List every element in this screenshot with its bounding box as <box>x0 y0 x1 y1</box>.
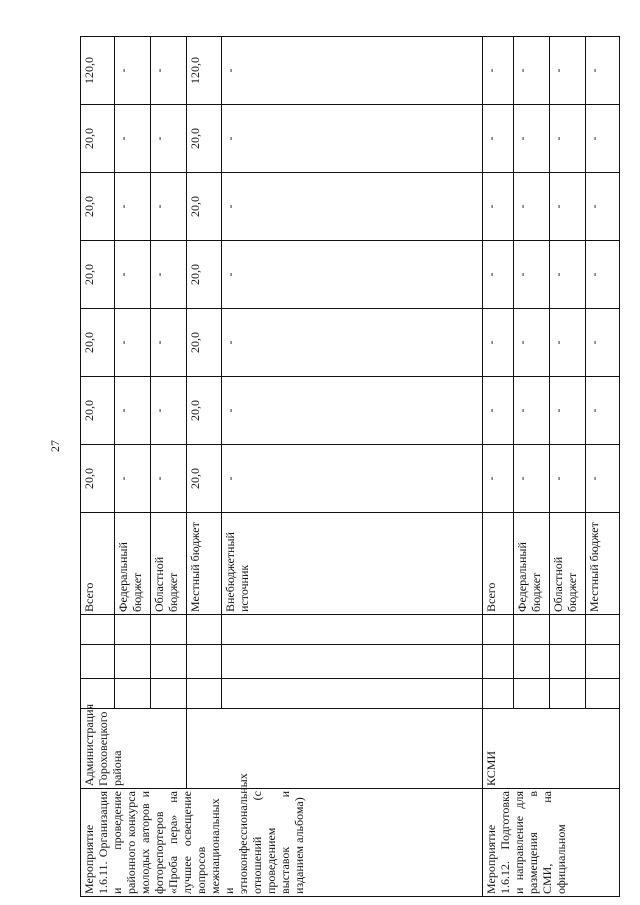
amount-cell: - <box>550 309 586 377</box>
empty-cell <box>150 679 186 709</box>
amount-cell: - <box>550 241 586 309</box>
funding-source: Областной бюджет <box>550 513 586 615</box>
amount-cell: - <box>482 37 513 105</box>
amount-cell: 20,0 <box>186 445 222 513</box>
funding-source: Всего <box>81 513 115 615</box>
amount-cell: - <box>482 445 513 513</box>
amount-cell: - <box>514 173 550 241</box>
amount-cell: 20,0 <box>81 241 115 309</box>
amount-cell: - <box>114 105 150 173</box>
amount-cell: - <box>514 241 550 309</box>
empty-cell <box>482 615 513 645</box>
table-row <box>482 37 513 897</box>
activity-description: Мероприятие 1.6.12. Подготовка и направление для размещения в СМИ, на официальном <box>482 789 619 897</box>
amount-cell: - <box>482 377 513 445</box>
funding-source: Областной бюджет <box>150 513 186 615</box>
amount-cell: - <box>514 37 550 105</box>
empty-cell <box>514 615 550 645</box>
amount-cell: - <box>514 377 550 445</box>
amount-cell: - <box>114 173 150 241</box>
amount-cell: - <box>586 105 620 173</box>
amount-cell: - <box>482 309 513 377</box>
empty-cell <box>222 615 483 645</box>
amount-cell: - <box>150 173 186 241</box>
amount-cell: 20,0 <box>186 173 222 241</box>
empty-cell <box>586 679 620 709</box>
amount-cell: 120,0 <box>186 37 222 105</box>
empty-cell <box>186 679 222 709</box>
empty-cell <box>514 645 550 679</box>
amount-cell: - <box>550 37 586 105</box>
empty-cell <box>550 615 586 645</box>
funding-source: Федеральный бюджет <box>514 513 550 615</box>
amount-cell: - <box>222 37 483 105</box>
rotated-table-page <box>80 37 620 897</box>
amount-cell: 120,0 <box>81 37 115 105</box>
funding-source: Местный бюджет <box>586 513 620 615</box>
amount-cell: - <box>222 377 483 445</box>
amount-cell: - <box>482 105 513 173</box>
amount-cell: - <box>514 309 550 377</box>
amount-cell: - <box>586 173 620 241</box>
empty-cell <box>186 709 482 789</box>
amount-cell: 20,0 <box>81 173 115 241</box>
empty-cell <box>186 615 222 645</box>
empty-cell <box>150 615 186 645</box>
activity-executor: КСМИ <box>482 709 619 789</box>
empty-cell <box>150 645 186 679</box>
funding-source: Федеральный бюджет <box>114 513 150 615</box>
activity-description: Мероприятие 1.6.11. Организация и проведение районного конкурса молодых авторов и фоторепортеров «Проба пера» на лучшее освещение вопросов межнациональных и этноконфессиональных отношений (с проведением выставок и изданием альбома) <box>81 789 483 897</box>
amount-cell: - <box>114 37 150 105</box>
amount-cell: - <box>586 241 620 309</box>
amount-cell: 20,0 <box>186 377 222 445</box>
amount-cell: - <box>550 445 586 513</box>
amount-cell: - <box>150 105 186 173</box>
amount-cell: 20,0 <box>186 309 222 377</box>
funding-source: Местный бюджет <box>186 513 222 615</box>
empty-cell <box>114 679 150 709</box>
amount-cell: 20,0 <box>81 105 115 173</box>
page-number: 27 <box>48 440 62 452</box>
amount-cell: - <box>150 37 186 105</box>
empty-cell <box>81 645 115 679</box>
amount-cell: 20,0 <box>186 105 222 173</box>
amount-cell: - <box>150 377 186 445</box>
amount-cell: - <box>150 445 186 513</box>
amount-cell: - <box>114 377 150 445</box>
amount-cell: - <box>586 377 620 445</box>
amount-cell: - <box>222 445 483 513</box>
amount-cell: - <box>222 173 483 241</box>
amount-cell: - <box>482 173 513 241</box>
amount-cell: - <box>586 309 620 377</box>
amount-cell: - <box>222 241 483 309</box>
empty-cell <box>186 645 222 679</box>
funding-source: Всего <box>482 513 513 615</box>
budget-table <box>80 36 620 897</box>
amount-cell: - <box>114 309 150 377</box>
amount-cell: 20,0 <box>81 309 115 377</box>
amount-cell: 20,0 <box>81 377 115 445</box>
amount-cell: - <box>550 377 586 445</box>
empty-cell <box>586 645 620 679</box>
empty-cell <box>550 679 586 709</box>
funding-source: Внебюджетный источник <box>222 513 483 615</box>
amount-cell: - <box>222 309 483 377</box>
amount-cell: - <box>114 241 150 309</box>
empty-cell <box>222 679 483 709</box>
amount-cell: - <box>586 37 620 105</box>
activity-executor: Администрация Гороховецкого района <box>81 709 187 789</box>
empty-cell <box>114 615 150 645</box>
empty-cell <box>222 645 483 679</box>
table-row <box>186 37 222 897</box>
empty-cell <box>550 645 586 679</box>
amount-cell: - <box>150 241 186 309</box>
amount-cell: - <box>550 105 586 173</box>
empty-cell <box>514 679 550 709</box>
amount-cell: - <box>514 105 550 173</box>
amount-cell: 20,0 <box>81 445 115 513</box>
table-row <box>81 37 115 897</box>
amount-cell: - <box>222 105 483 173</box>
amount-cell: - <box>514 445 550 513</box>
amount-cell: - <box>550 173 586 241</box>
amount-cell: 20,0 <box>186 241 222 309</box>
empty-cell <box>482 679 513 709</box>
empty-cell <box>482 645 513 679</box>
amount-cell: - <box>114 445 150 513</box>
amount-cell: - <box>150 309 186 377</box>
empty-cell <box>81 615 115 645</box>
empty-cell <box>586 615 620 645</box>
amount-cell: - <box>482 241 513 309</box>
amount-cell: - <box>586 445 620 513</box>
empty-cell <box>114 645 150 679</box>
